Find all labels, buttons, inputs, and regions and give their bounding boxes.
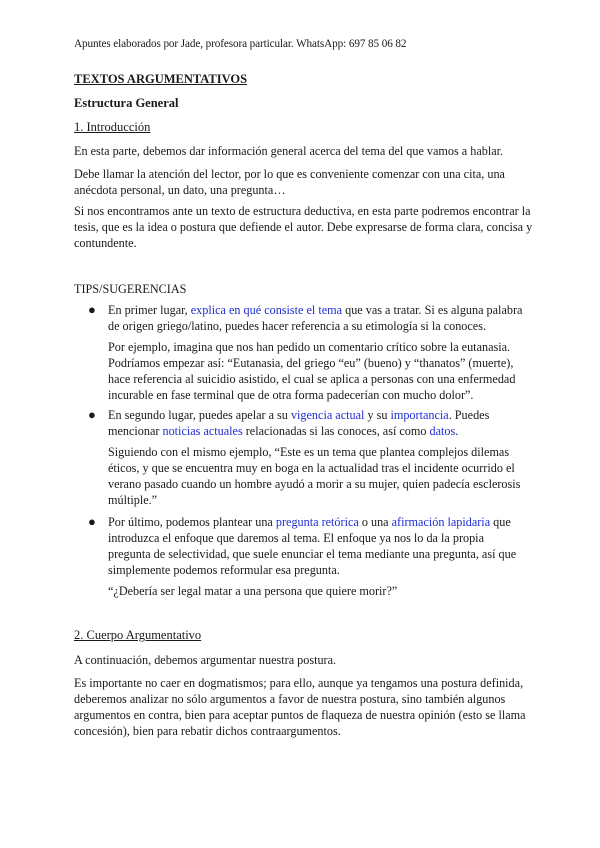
- section-2-paragraph-2: Es importante no caer en dogmatismos; para ello, aunque ya tengamos una postura definida, deberemos analizar no sólo argumentos a favor de nuestra postura, sino también algunos argumentos en contra, bien para aceptar puntos de flaqueza de nuestra opinión (esto se llama concesión), bien para rebatir dichos contraargumentos.: [74, 676, 526, 738]
- highlight-importance: importancia: [390, 408, 449, 422]
- section-2-paragraph-1: A continuación, debemos argumentar nuestra postura.: [74, 653, 337, 667]
- section-1-paragraph-3: Si nos encontramos ante un texto de estructura deductiva, en esta parte podremos encontrar la tesis, que es la idea o postura que defiende el autor. Debe expresarse de forma clara, concisa y contundente.: [74, 204, 533, 250]
- highlight-current-news: noticias actuales: [162, 424, 243, 438]
- highlight-data: datos: [429, 424, 456, 438]
- tip-3-example: “¿Debería ser legal matar a una persona que quiere morir?”: [108, 584, 398, 598]
- highlight-lapidary-statement: afirmación lapidaria: [391, 515, 491, 529]
- tip-2-text: En segundo lugar, puedes apelar a su vigencia actual y su importancia. Puedes mencionar noticias actuales relacionadas si las conoces, así como datos.: [108, 408, 490, 438]
- section-1-heading: 1. Introducción: [74, 120, 151, 134]
- document-title: TEXTOS ARGUMENTATIVOS: [74, 72, 248, 86]
- bullet-icon: ●: [88, 514, 96, 529]
- section-1-paragraph-2: Debe llamar la atención del lector, por lo que es conveniente comenzar con una cita, una anécdota personal, un dato, una pregunta…: [74, 167, 505, 197]
- bullet-icon: ●: [88, 407, 96, 422]
- tip-1-example: Por ejemplo, imagina que nos han pedido un comentario crítico sobre la eutanasia. Podríamos empezar así: “Eutanasia, del griego “eu” (bueno) y “thanatos” (muerte), hace referencia al suicidio asistido, el cual se aplica a personas con una enfermedad incurable en fase terminal que de otra forma padecerían con mucho dolor”.: [108, 340, 516, 402]
- tips-heading: TIPS/SUGERENCIAS: [74, 282, 187, 296]
- highlight-rhetorical-question: pregunta retórica: [275, 515, 359, 529]
- section-2-heading: 2. Cuerpo Argumentativo: [74, 628, 202, 642]
- highlight-explain-topic: explica en qué consiste el tema: [190, 303, 343, 317]
- page-header: Apuntes elaborados por Jade, profesora particular. WhatsApp: 697 85 06 82: [74, 38, 407, 50]
- tip-1-text: En primer lugar, explica en qué consiste el tema que vas a tratar. Si es alguna palabra de origen griego/latino, puedes hacer referencia a su etimología si la conoces.: [108, 303, 523, 333]
- bullet-icon: ●: [88, 302, 96, 317]
- section-1-paragraph-1: En esta parte, debemos dar información general acerca del tema del que vamos a hablar.: [74, 144, 504, 158]
- highlight-current-relevance: vigencia actual: [290, 408, 365, 422]
- document-subtitle: Estructura General: [74, 96, 179, 110]
- tip-3-text: Por último, podemos plantear una pregunta retórica o una afirmación lapidaria que introduzca el enfoque que daremos al tema. El enfoque ya nos lo da la propia pregunta de selectividad, que suele enunciar el tema mediante una pregunta, así que simplemente podemos reformular esa pregunta.: [108, 515, 517, 577]
- tip-2-example: Siguiendo con el mismo ejemplo, “Este es un tema que plantea complejos dilemas éticos, y que se encuentra muy en boga en la actualidad tras el incidente ocurrido el verano pasado cuando un hombre ayudó a morir a su mujer, quien padecía esclerosis múltiple.”: [108, 445, 521, 507]
